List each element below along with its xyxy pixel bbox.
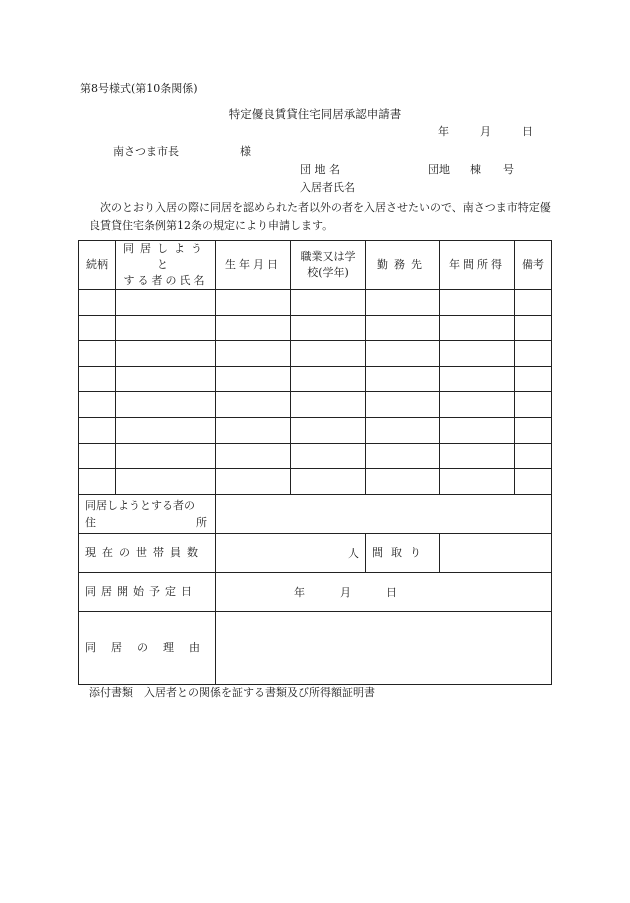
table-cell[interactable] — [366, 469, 440, 495]
header-cohabitant-name-line2: する者の氏名 — [123, 274, 208, 287]
start-date-label: 同居開始予定日 — [79, 572, 216, 611]
complex-danchi: 団地 — [428, 163, 450, 176]
household-members-row — [79, 533, 552, 572]
table-body — [79, 290, 552, 495]
table-cell[interactable] — [116, 315, 216, 341]
table-cell[interactable] — [216, 366, 291, 392]
table-cell[interactable] — [515, 443, 552, 469]
table-cell[interactable] — [366, 366, 440, 392]
complex-building: 棟 — [470, 163, 481, 176]
table-cell[interactable] — [515, 417, 552, 443]
header-annual-income: 年間所得 — [440, 241, 515, 290]
table-cell[interactable] — [291, 290, 366, 316]
application-date — [438, 125, 533, 139]
table-cell[interactable] — [79, 315, 116, 341]
table-cell[interactable] — [216, 315, 291, 341]
table-cell[interactable] — [366, 290, 440, 316]
address-label-line1: 同居しようとする者の — [85, 498, 195, 512]
table-cell[interactable] — [440, 392, 515, 418]
complex-number: 号 — [503, 163, 514, 176]
table-cell[interactable] — [440, 417, 515, 443]
table-cell[interactable] — [366, 341, 440, 367]
table-row — [79, 366, 552, 392]
attachment-note: 添付書類 入居者との関係を証する書類及び所得額証明書 — [89, 686, 375, 699]
header-cohabitant-name — [116, 241, 216, 290]
table-row — [79, 392, 552, 418]
table-cell[interactable] — [216, 392, 291, 418]
header-occupation-line1: 職業又は学 — [300, 250, 356, 263]
household-members-label: 現在の世帯員数 — [79, 533, 216, 572]
table-cell[interactable] — [291, 315, 366, 341]
table-row — [79, 341, 552, 367]
table-row — [79, 315, 552, 341]
table-cell[interactable] — [116, 392, 216, 418]
table-cell[interactable] — [79, 443, 116, 469]
table-cell[interactable] — [515, 290, 552, 316]
date-year: 年 — [438, 125, 449, 138]
table-cell[interactable] — [116, 341, 216, 367]
table-cell[interactable] — [440, 341, 515, 367]
table-cell[interactable] — [116, 443, 216, 469]
start-date-year: 年 — [294, 585, 305, 599]
table-cell[interactable] — [366, 417, 440, 443]
table-cell[interactable] — [116, 417, 216, 443]
table-cell[interactable] — [116, 290, 216, 316]
table-cell[interactable] — [515, 315, 552, 341]
resident-name-label: 入居者氏名 — [300, 181, 355, 194]
cohabitation-table — [78, 240, 552, 685]
start-date-value[interactable] — [216, 572, 552, 611]
table-cell[interactable] — [440, 443, 515, 469]
date-day: 日 — [522, 125, 533, 138]
addressee-mayor: 南さつま市長 — [113, 145, 179, 158]
table-cell[interactable] — [79, 469, 116, 495]
table-cell[interactable] — [440, 290, 515, 316]
table-cell[interactable] — [291, 392, 366, 418]
reason-label: 同居の理由 — [79, 611, 216, 684]
household-members-value[interactable] — [216, 533, 366, 572]
table-cell[interactable] — [440, 469, 515, 495]
table-cell[interactable] — [366, 443, 440, 469]
reason-value[interactable] — [216, 611, 552, 684]
header-occupation-line2: 校(学年) — [307, 266, 349, 279]
table-cell[interactable] — [291, 341, 366, 367]
floor-plan-label: 間取り — [366, 533, 440, 572]
table-cell[interactable] — [440, 315, 515, 341]
table-row — [79, 417, 552, 443]
table-cell[interactable] — [440, 366, 515, 392]
header-remarks: 備考 — [515, 241, 552, 290]
address-label-sho: 所 — [196, 515, 207, 529]
table-cell[interactable] — [515, 392, 552, 418]
header-occupation — [291, 241, 366, 290]
table-cell[interactable] — [216, 341, 291, 367]
start-date-day: 日 — [386, 585, 397, 599]
form-number: 第8号様式(第10条関係) — [80, 82, 198, 95]
table-cell[interactable] — [79, 392, 116, 418]
table-cell[interactable] — [515, 469, 552, 495]
table-cell[interactable] — [79, 341, 116, 367]
address-label-ju: 住 — [85, 515, 96, 529]
start-date-month: 月 — [340, 585, 351, 599]
header-workplace: 勤務先 — [366, 241, 440, 290]
table-cell[interactable] — [79, 366, 116, 392]
addressee-honorific: 様 — [240, 145, 251, 158]
table-cell[interactable] — [79, 290, 116, 316]
addressee — [113, 145, 251, 159]
table-cell[interactable] — [515, 341, 552, 367]
table-cell[interactable] — [366, 392, 440, 418]
complex-name-row — [300, 163, 514, 177]
table-cell[interactable] — [291, 417, 366, 443]
table-row — [79, 443, 552, 469]
document-title: 特定優良賃貸住宅同居承認申請書 — [228, 107, 402, 121]
start-date-row — [79, 572, 552, 611]
table-cell[interactable] — [216, 443, 291, 469]
people-unit: 人 — [348, 546, 359, 560]
table-cell[interactable] — [291, 443, 366, 469]
date-month: 月 — [480, 125, 491, 138]
table-cell[interactable] — [216, 290, 291, 316]
header-birthdate: 生年月日 — [216, 241, 291, 290]
table-cell[interactable] — [79, 417, 116, 443]
table-cell[interactable] — [291, 469, 366, 495]
application-statement-text: 次のとおり入居の際に同居を認められた者以外の者を入居させたいので、南さつま市特定優良賃貸住宅条例第12条の規定により申請します。 — [89, 201, 551, 232]
table-cell[interactable] — [515, 366, 552, 392]
table-row — [79, 290, 552, 316]
address-value-cell[interactable] — [216, 494, 552, 533]
table-cell[interactable] — [116, 469, 216, 495]
complex-name-label: 団 地 名 — [300, 163, 340, 176]
floor-plan-value[interactable] — [440, 533, 552, 572]
address-label — [79, 494, 216, 533]
application-statement — [89, 199, 559, 235]
address-row — [79, 494, 552, 533]
table-cell[interactable] — [216, 469, 291, 495]
header-cohabitant-name-line1: 同居しようと — [123, 242, 208, 271]
table-cell[interactable] — [116, 366, 216, 392]
header-relation: 続柄 — [79, 241, 116, 290]
table-cell[interactable] — [291, 366, 366, 392]
table-header-row — [79, 241, 552, 290]
reason-row — [79, 611, 552, 684]
table-cell[interactable] — [366, 315, 440, 341]
table-cell[interactable] — [216, 417, 291, 443]
table-row — [79, 469, 552, 495]
